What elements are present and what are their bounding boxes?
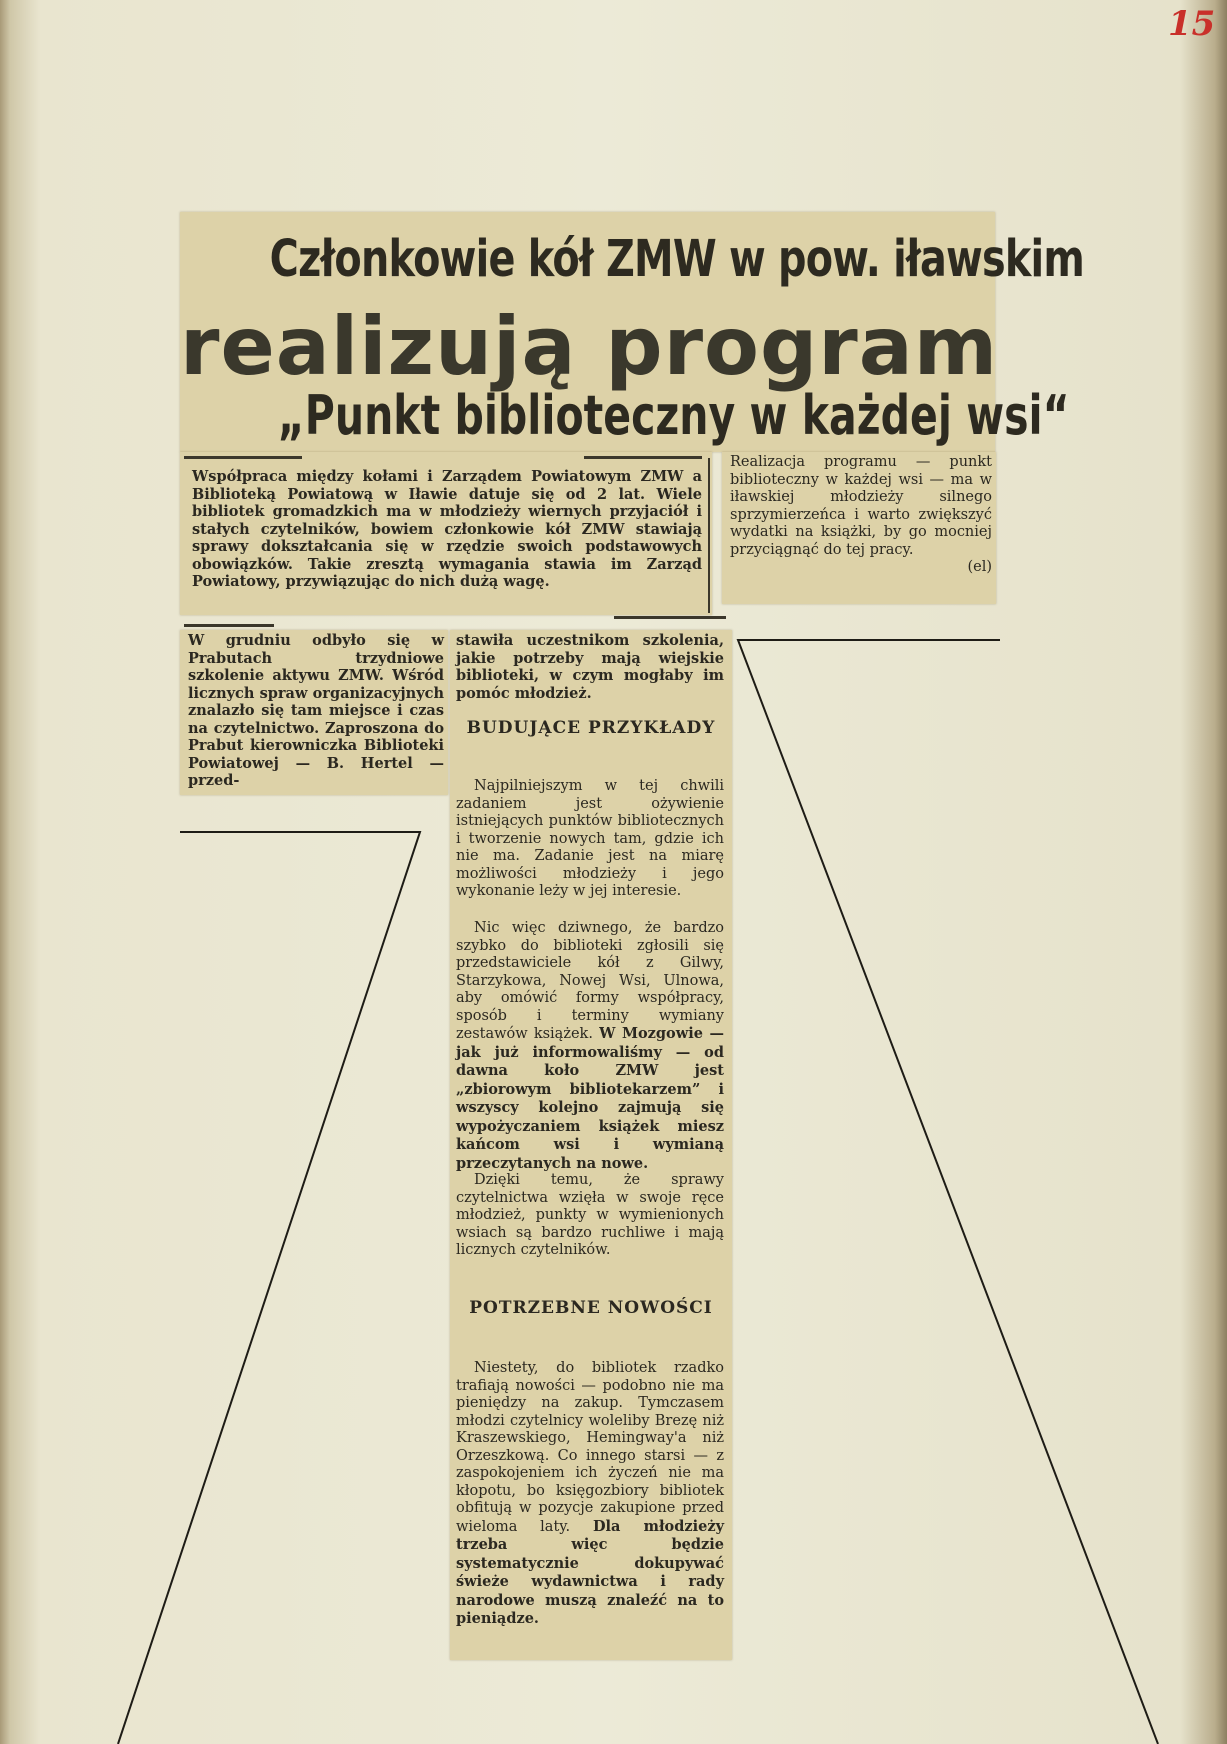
signature: (el)	[967, 559, 992, 575]
paragraph-4-bold: Dla młodzieży trzeba więc będzie systematycznie dokupywać świeże wydawnictwa i rady narodowe muszą znaleźć na to pieniądze.	[456, 1517, 724, 1627]
rule-top-mid	[614, 616, 726, 619]
subhead-potrzebne: POTRZEBNE NOWOŚCI	[469, 1298, 713, 1318]
left-column-clipping	[180, 630, 448, 795]
paragraph-4-text: Niestety, do bibliotek rzadko trafiają nowości — podobno nie ma pieniędzy na zakup. Tymczasem młodzi czytelnicy woleliby Brezę niż Kraszewskiego, Hemingway'a niż Orzeszkową. Co innego starsi — z zaspokojeniem ich życzeń nie ma kłopotu, bo księgozbiory bibliotek obfitują w pozycje zakupione przed wieloma laty.	[456, 1360, 724, 1535]
column-rule	[708, 458, 710, 613]
headline-line-3: „Punkt biblioteczny w każdej wsi“	[277, 384, 1070, 447]
middle-column-clipping	[450, 630, 732, 1660]
headline-clipping	[180, 212, 1085, 452]
page-number: 15	[1168, 4, 1216, 44]
rule-top-left	[184, 624, 274, 627]
right-column-clipping	[722, 452, 996, 604]
rule-left	[184, 456, 302, 459]
subhead-budujace: BUDUJĄCE PRZYKŁADY	[466, 718, 716, 738]
right-column-paragraph: Realizacja programu — punkt biblioteczny w każdej wsi — ma w iławskiej młodzieży silnego sprzymierzeńca i warto zwiększyć wydatki na książki, by go mocniej przyciągnąć do tej pracy.	[730, 454, 992, 558]
paragraph-2-bold: W Mozgowie — jak już informowaliśmy — od dawna koło ZMW jest „zbiorowym bibliotekarzem” i wszyscy kolejno zajmują się wypożyczaniem książek miesz kańcom wsi i wymianą przeczytanych na nowe.	[456, 1025, 725, 1172]
headline-line-1: Członkowie kół ZMW w pow. iławskim	[269, 230, 1085, 289]
left-column-text: W grudniu odbyło się w Prabutach trzydniowe szkolenie aktywu ZMW. Wśród licznych spraw organizacyjnych znalazło się tam miejsce i czas na czytelnictwo. Zaproszona do Prabut kierowniczka Biblioteki Powiatowej — B. Hertel — przed-	[188, 632, 444, 789]
rule-right	[584, 456, 702, 459]
paragraph-2-text: Nic więc dziwnego, że bardzo szybko do biblioteki zgłosili się przedstawiciele kół z Gilwy, Starzykowa, Nowej Wsi, Ulnowa, aby omówić formy współpracy, sposób i terminy wymiany zestawów książek.	[456, 920, 724, 1042]
lead-clipping	[180, 452, 712, 615]
headline-line-2: realizują program	[180, 300, 999, 393]
left-pen-line	[118, 832, 420, 1744]
lead-paragraph: Współpraca między kołami i Zarządem Powiatowym ZMW a Biblioteką Powiatową w Iławie datuje się od 2 lat. Wiele bibliotek gromadzkich ma w młodzieży wiernych przyjaciół i stałych czytelników, bowiem członkowie kół ZMW stawiają sprawy dokształcania się w rzędzie swoich podstawowych obowiązków. Takie zresztą wymagania stawia im Zarząd Powiatowy, przywiązując do nich dużą wagę.	[192, 468, 702, 590]
paragraph-2	[456, 920, 724, 1173]
right-column-text	[730, 454, 992, 577]
paragraph-4	[456, 1360, 724, 1629]
middle-intro: stawiła uczestnikom szkolenia, jakie potrzeby mają wiejskie biblioteki, w czym mogłaby im pomóc młodzież.	[456, 632, 724, 702]
right-pen-line	[738, 640, 1158, 1744]
paragraph-3: Dzięki temu, że sprawy czytelnictwa wzięła w swoje ręce młodzież, punkty w wymienionych wsiach są bardzo ruchliwe i mają licznych czytelników.	[456, 1172, 724, 1258]
paragraph-1: Najpilniejszym w tej chwili zadaniem jest ożywienie istniejących punktów bibliotecznych i tworzenie nowych tam, gdzie ich nie ma. Zadanie jest na miarę możliwości młodzieży i jego wykonanie leży w jej interesie.	[456, 778, 724, 899]
